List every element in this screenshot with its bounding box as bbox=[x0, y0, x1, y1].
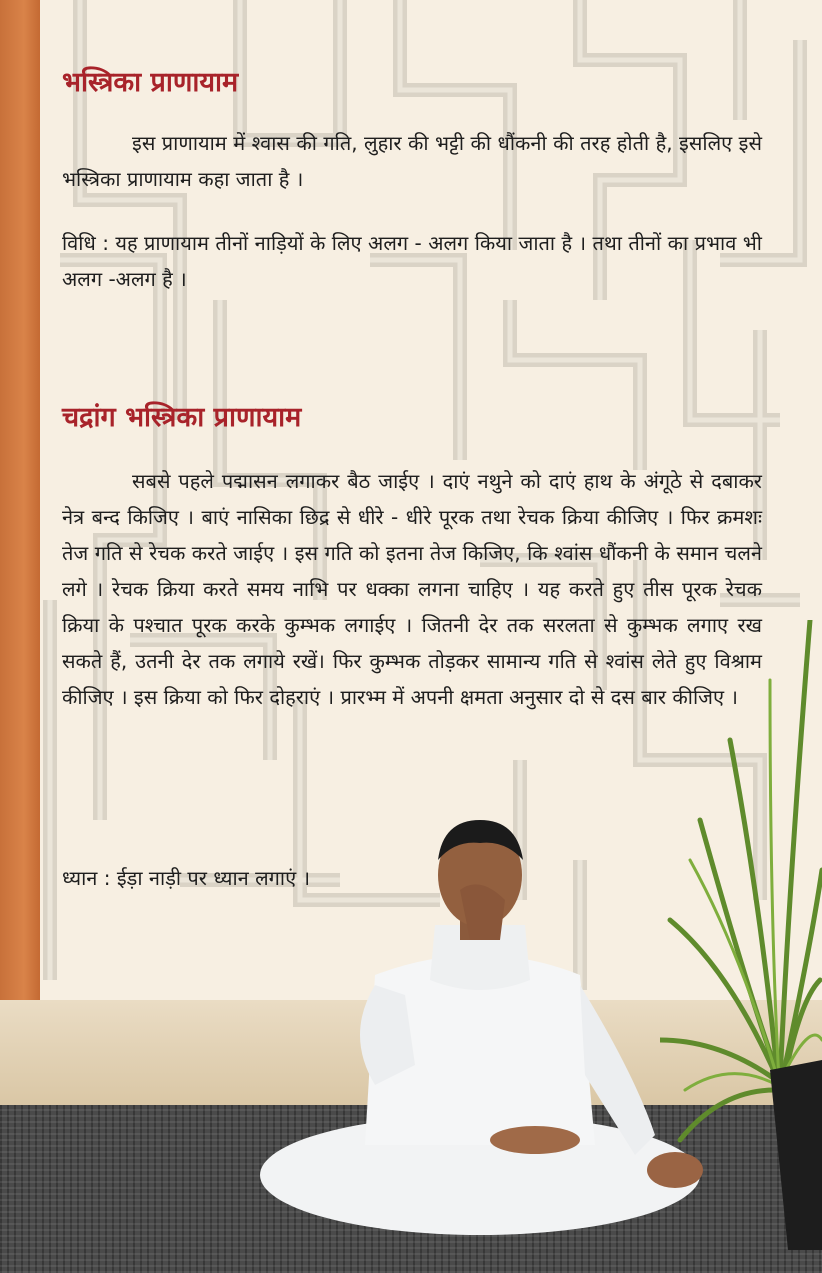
section1-intro: इस प्राणायाम में श्वास की गति, लुहार की भट्टी की धौंकनी की तरह होती है, इसलिए इसे भस्त्रिका प्राणायाम कहा जाता है । bbox=[62, 131, 762, 191]
section2-body: सबसे पहले पद्मासन लगाकर बैठ जाईए । दाएं नथुने को दाएं हाथ के अंगूठे से दबाकर नेत्र बन्द किजिए । बाएं नासिका छिद्र से धीरे - धीरे पूरक तथा रेचक क्रिया कीजिए । फिर क्रमशः तेज गति से रेचक करते जाईए । इस गति को इतना तेज किजिए, कि श्वांस धौंकनी के समान चलने लगे । रेचक क्रिया करते समय नाभि पर धक्का लगना चाहिए । यह करते हुए तीस पूरक रेचक क्रिया के पश्चात पूरक करके कुम्भक लगाईए । जितनी देर तक सरलता से कुम्भक लगाए रख सकते हैं, उतनी देर तक लगाये रखें। फिर कुम्भक तोड़कर सामान्य गति से श्वांस लेते हुए विश्राम कीजिए । इस क्रिया को फिर दोहराएं । प्रारभ्म में अपनी क्षमता अनुसार दो से दस बार कीजिए । bbox=[62, 469, 762, 709]
section2-meditation: ध्यान : ईड़ा नाड़ी पर ध्यान लगाएं । bbox=[62, 866, 311, 890]
section1-method: विधि : यह प्राणायाम तीनों नाड़ियों के लिए अलग - अलग किया जाता है । तथा तीनों का प्रभाव भी अलग -अलग है । bbox=[62, 231, 762, 291]
section1-title: भस्त्रिका प्राणायाम bbox=[62, 67, 239, 98]
section2-title: चद्रांग भस्त्रिका प्राणायाम bbox=[62, 402, 302, 433]
